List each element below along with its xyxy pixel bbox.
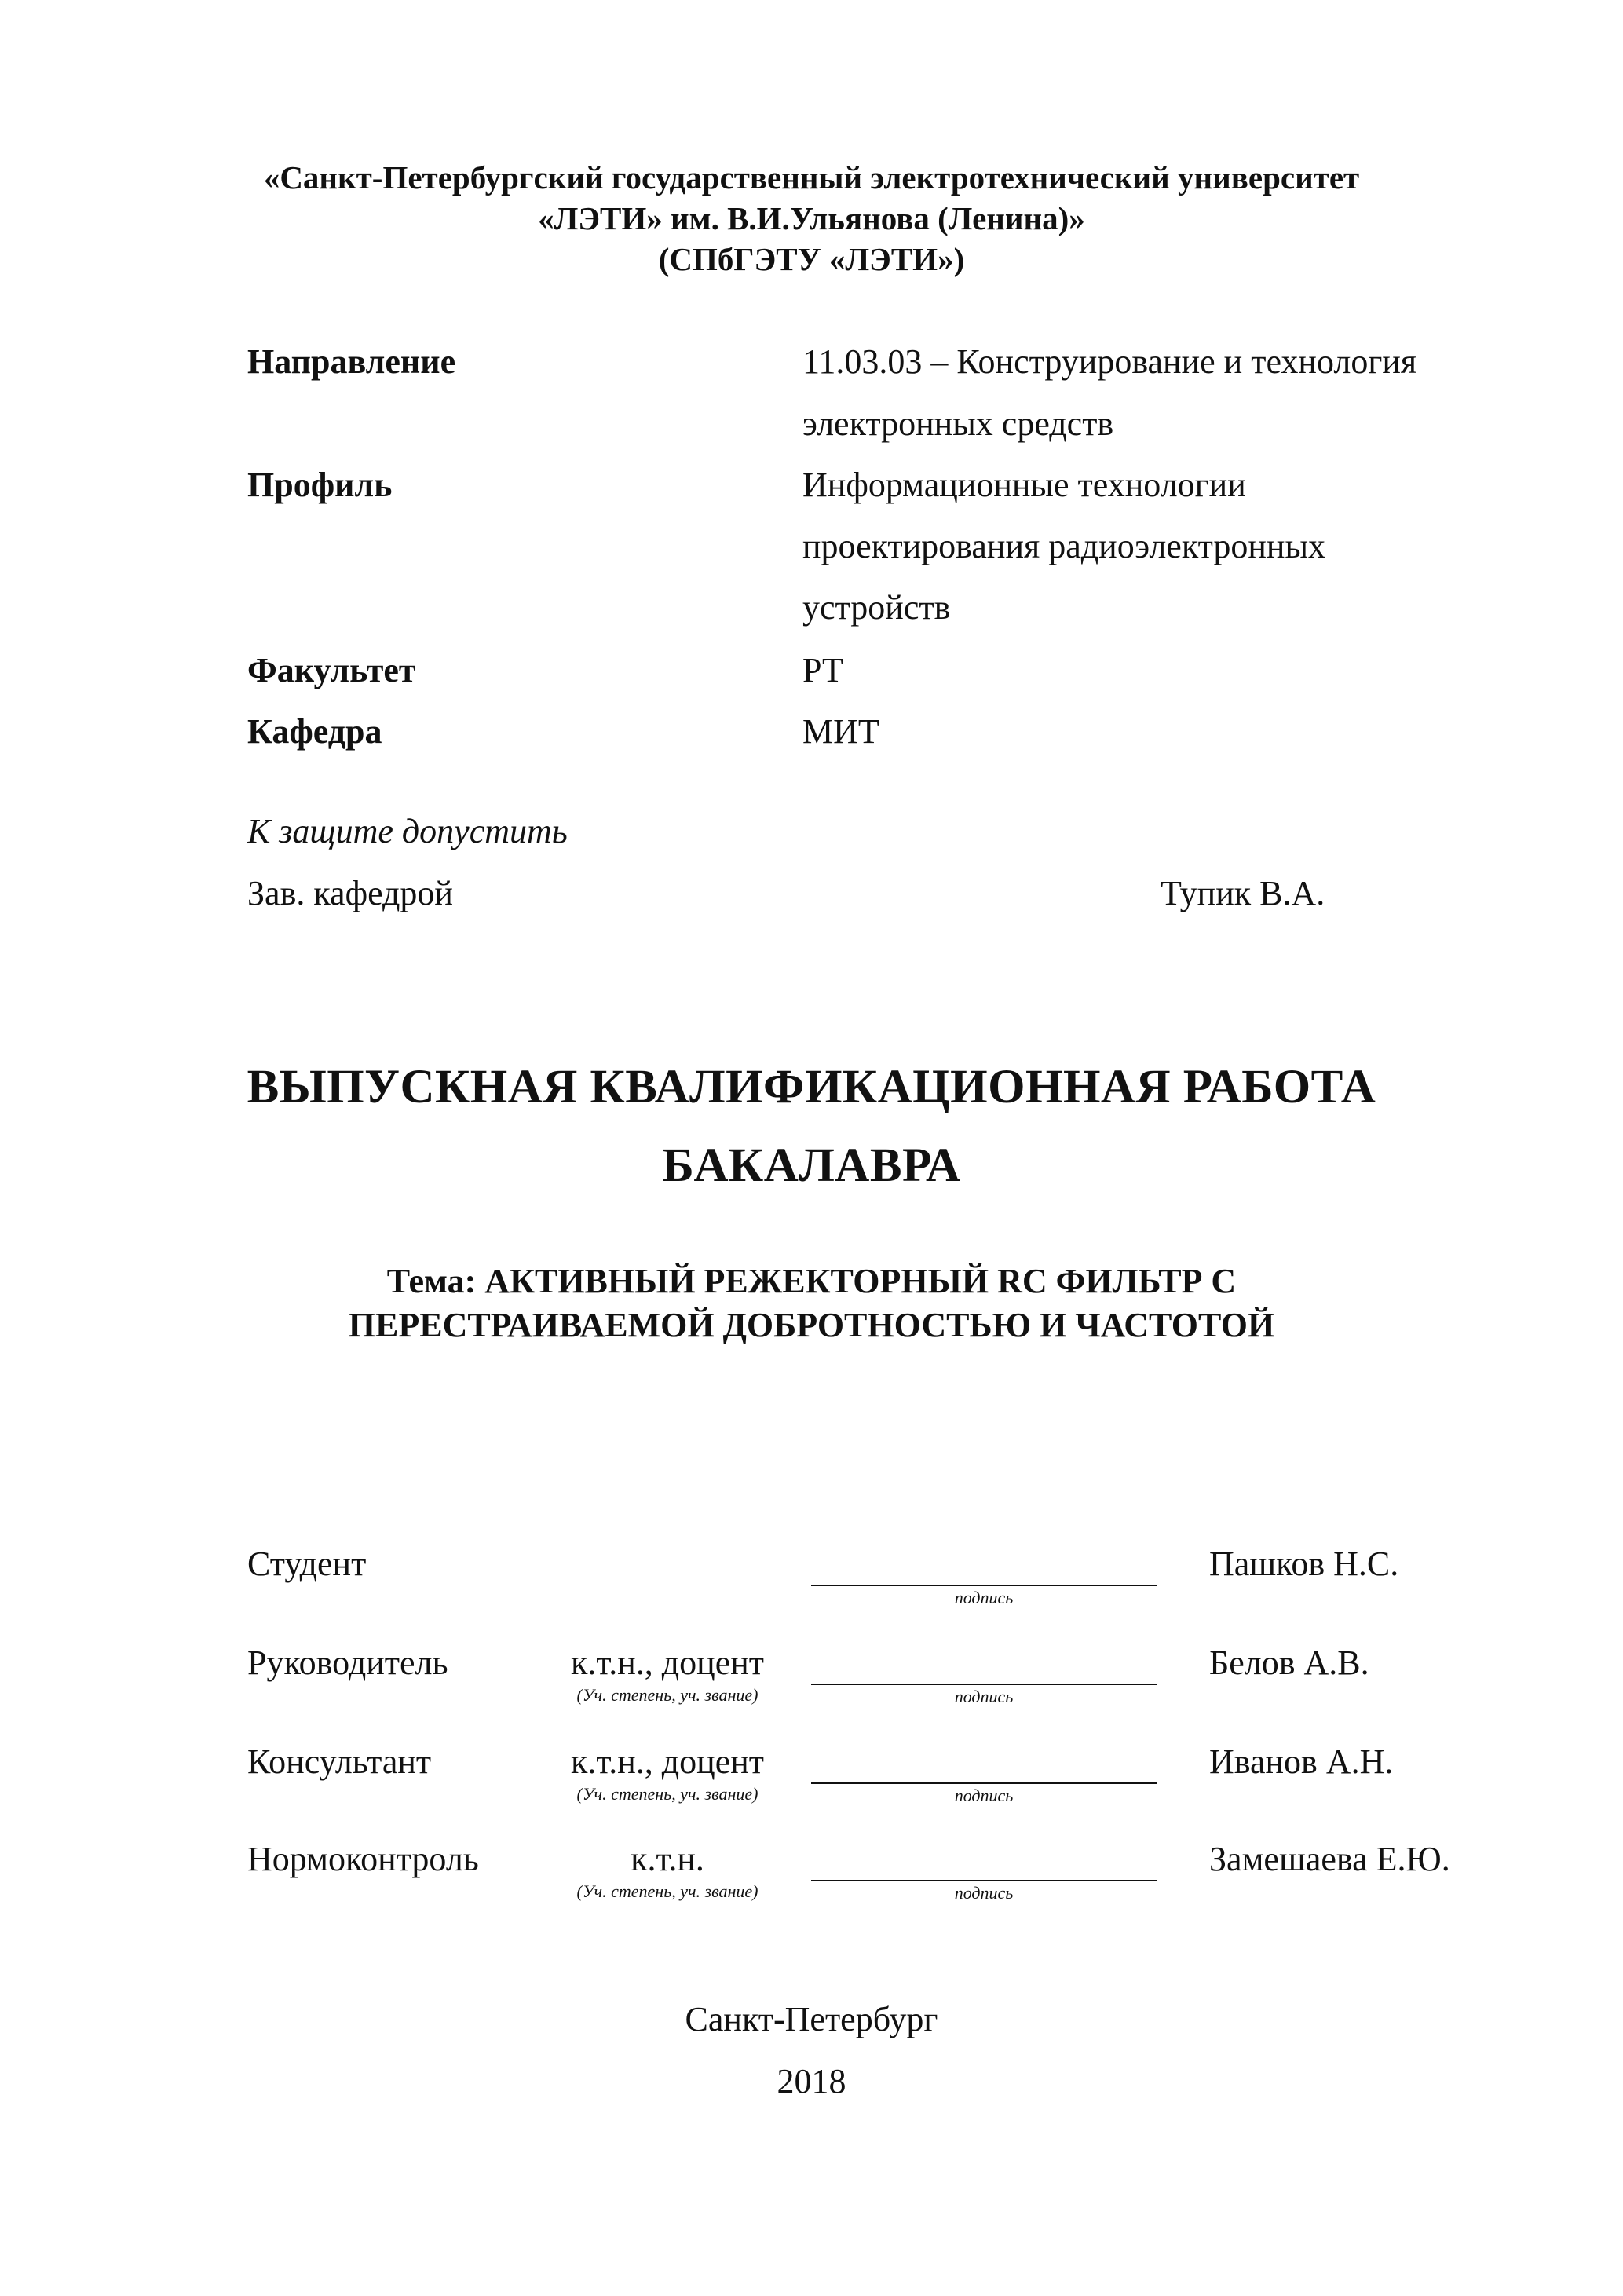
profile-value-line3: устройств — [802, 588, 951, 627]
signature-line — [811, 1782, 1157, 1784]
footer-year: 2018 — [777, 2062, 846, 2100]
topic-line2: ПЕРЕСТРАИВАЕМОЙ ДОБРОТНОСТЬЮ И ЧАСТОТОЙ — [348, 1306, 1275, 1344]
direction-value-line2: электронных средств — [802, 404, 1114, 443]
signature-role: Нормоконтроль — [247, 1840, 479, 1878]
faculty-value: РТ — [802, 651, 843, 689]
topic-line1: Тема: АКТИВНЫЙ РЕЖЕКТОРНЫЙ RC ФИЛЬТР С — [386, 1262, 1237, 1300]
academic-degree: к.т.н. — [631, 1840, 704, 1878]
signatory-name: Белов А.В. — [1209, 1643, 1369, 1682]
signature-role: Консультант — [247, 1742, 432, 1781]
profile-value-line1: Информационные технологии — [802, 466, 1246, 504]
department-label: Кафедра — [247, 712, 382, 751]
university-name-line2: «ЛЭТИ» им. В.И.Ульянова (Ленина)» — [538, 200, 1085, 236]
profile-value-line2: проектирования радиоэлектронных — [802, 527, 1326, 565]
signature-caption: подпись — [954, 1883, 1014, 1903]
academic-degree-caption: (Уч. степень, уч. звание) — [576, 1685, 758, 1705]
academic-degree: к.т.н., доцент — [570, 1643, 765, 1682]
department-value: МИТ — [802, 712, 879, 751]
signature-line — [811, 1585, 1157, 1586]
faculty-label: Факультет — [247, 651, 416, 689]
document-title-line1: ВЫПУСКНАЯ КВАЛИФИКАЦИОННАЯ РАБОТА — [247, 1061, 1376, 1113]
department-head-label: Зав. кафедрой — [247, 874, 453, 912]
university-name-line1: «Санкт-Петербургский государственный электротехнический университет — [263, 159, 1360, 196]
signature-caption: подпись — [954, 1786, 1014, 1805]
signatory-name: Пашков Н.С. — [1209, 1545, 1399, 1583]
signature-role: Студент — [247, 1545, 367, 1583]
university-abbreviation: (СПбГЭТУ «ЛЭТИ») — [658, 241, 965, 277]
signatory-name: Замешаева Е.Ю. — [1209, 1840, 1450, 1878]
academic-degree: к.т.н., доцент — [570, 1742, 765, 1781]
document-title-line2: БАКАЛАВРА — [662, 1139, 961, 1192]
signatory-name: Иванов А.Н. — [1209, 1742, 1394, 1781]
signature-line — [811, 1880, 1157, 1881]
direction-label: Направление — [247, 342, 456, 381]
signature-caption: подпись — [954, 1588, 1014, 1607]
academic-degree-caption: (Уч. степень, уч. звание) — [576, 1881, 758, 1901]
academic-degree-caption: (Уч. степень, уч. звание) — [576, 1784, 758, 1804]
department-head-name: Тупик В.А. — [1161, 874, 1325, 912]
profile-label: Профиль — [247, 466, 393, 504]
footer-city: Санкт-Петербург — [685, 2000, 938, 2038]
direction-value-line1: 11.03.03 – Конструирование и технология — [802, 342, 1417, 381]
signature-caption: подпись — [954, 1687, 1014, 1706]
signature-role: Руководитель — [247, 1643, 448, 1682]
signature-line — [811, 1684, 1157, 1685]
admission-text: К защите допустить — [247, 812, 568, 850]
